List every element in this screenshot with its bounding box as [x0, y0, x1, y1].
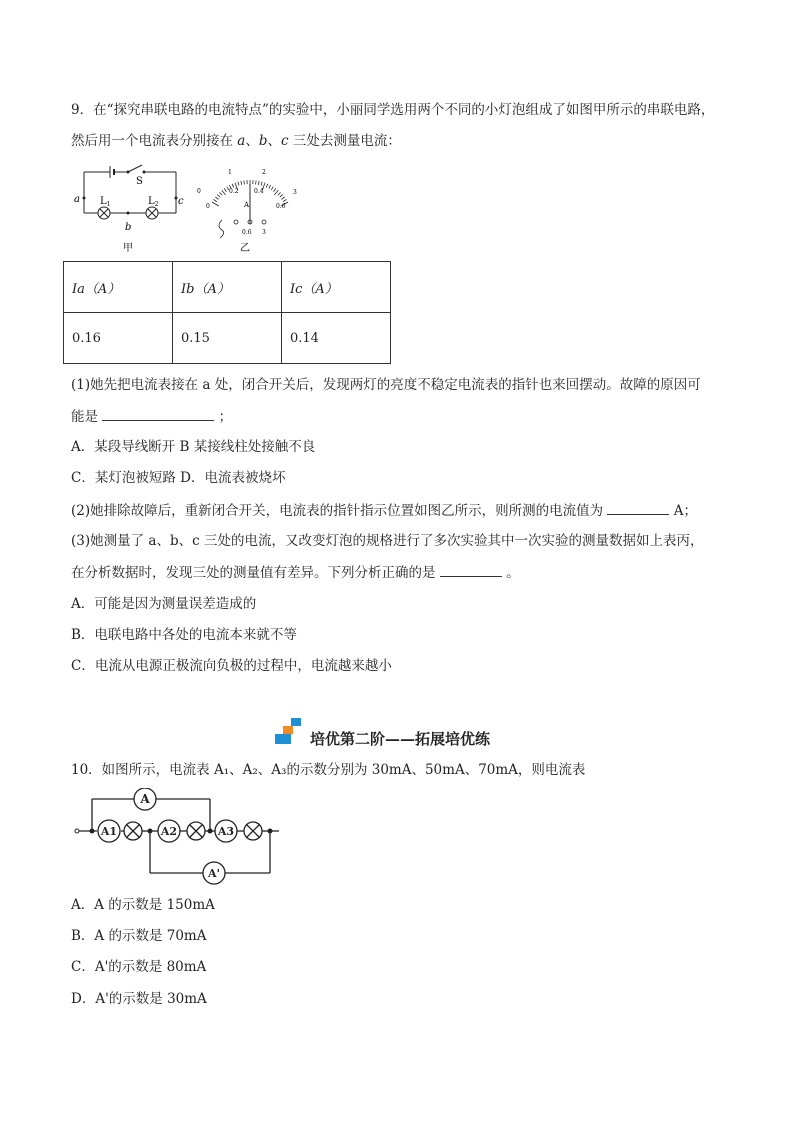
dial-tick [278, 192, 281, 195]
answer-blank-2[interactable] [607, 500, 669, 515]
ammeter-a-label: A [140, 792, 150, 806]
dial-tick [274, 190, 278, 195]
point-c-label: c [178, 196, 184, 207]
dial-tick [232, 184, 234, 188]
dial-tick [266, 184, 268, 188]
terminal-3: 3 [262, 229, 266, 236]
table-cell: 0.16 [64, 313, 173, 364]
q9-stem-line1: 9．在“探究串联电路的电流特点”的实验中，小丽同学选用两个不同的小灯泡组成了如图甲所示的串联电路， [71, 102, 715, 118]
q10-option-b: B．A 的示数是 70mA [71, 928, 207, 944]
point-a-label: a [74, 194, 80, 205]
dial-tick [280, 195, 283, 198]
figure-jia-caption: 甲 [123, 243, 133, 254]
q10-option-c: C．A'的示数是 80mA [71, 959, 207, 975]
dial-tick [256, 180, 257, 184]
q9-sub2: (2)她排除故障后，重新闭合开关，电流表的指针指示位置如图乙所示，则所测的电流值为 A； [71, 500, 697, 521]
figure-yi-caption: 乙 [240, 243, 250, 254]
q9-option-cd: C．某灯泡被短路 D．电流表被烧坏 [71, 470, 286, 486]
dial-tick [217, 195, 220, 198]
dial-top-1: 1 [228, 169, 232, 176]
table-cell: 0.14 [282, 313, 391, 364]
dial-tick [261, 182, 262, 186]
dial-tick [269, 185, 271, 189]
dial-tick [214, 199, 217, 201]
table-header-cell: Ia（A） [64, 262, 173, 313]
q9-option-ab: A．某段导线断开 B 某接线柱处接触不良 [71, 439, 316, 455]
table-header-cell: Ic（A） [282, 262, 391, 313]
circuit-diagram-jia [70, 160, 190, 255]
dial-tick [215, 197, 218, 199]
q9-stem-line2: 然后用一个电流表分别接在 a、b、c 三处去测量电流： [71, 133, 401, 149]
dial-tick [241, 181, 242, 185]
switch-label: S [136, 176, 143, 187]
section-title: 培优第二阶——拓展培优练 [310, 730, 491, 748]
answer-blank-1[interactable] [102, 406, 214, 421]
q10-option-a: A．A 的示数是 150mA [71, 897, 215, 913]
ammeter-a-prime-label: A' [208, 867, 220, 880]
lamp1-label: $L_1$ [100, 196, 111, 208]
circuit-diagram-q10 [72, 788, 287, 888]
dial-top-2: 2 [262, 169, 266, 176]
dial-tick [274, 188, 276, 191]
section-icon [274, 718, 304, 746]
dial-bottom-06: 0.6 [276, 203, 286, 210]
dial-tick [238, 182, 239, 186]
dial-top-3: 3 [293, 189, 297, 196]
dial-unit: A [244, 201, 250, 209]
q10-stem: 10．如图所示，电流表 A₁、A₂、A₃的示数分别为 30mA、50mA、70mA，则电流表 [71, 762, 586, 778]
dial-tick [282, 197, 285, 199]
table-header-cell: Ib（A） [173, 262, 282, 313]
dial-tick [271, 187, 273, 190]
q9-choice-a: A．可能是因为测量误差造成的 [71, 596, 257, 612]
ammeter-a3-label: A3 [217, 825, 235, 838]
terminal-06: 0.6 [242, 229, 252, 236]
q9-sub3-line2: 在分析数据时，发现三处的测量值有差异。下列分析正确的是 。 [71, 562, 520, 583]
table-cell: 0.15 [173, 313, 282, 364]
q9-choice-b: B．电联电路中各处的电流本来就不等 [71, 627, 297, 643]
q9-sub3-line1: (3)她测量了 a、b、c 三处的电流，又改变灯泡的规格进行了多次实验其中一次实验的测量数据如上表丙， [71, 533, 704, 549]
ammeter-a1-label: A1 [100, 825, 118, 838]
dial-tick [244, 180, 245, 184]
point-b-label: b [125, 222, 132, 233]
answer-blank-3[interactable] [440, 562, 502, 577]
dial-tick [283, 199, 286, 201]
table-header-row [64, 262, 391, 313]
table-row [64, 313, 391, 364]
lamp2-label: $L_2$ [148, 196, 159, 208]
q9-sub1-line2: 能是 ； [71, 406, 232, 427]
dial-bottom-04: 0.4 [254, 188, 264, 195]
ammeter-a2-label: A2 [160, 825, 178, 838]
q10-option-d: D．A'的示数是 30mA [71, 991, 207, 1007]
measurement-table [63, 261, 391, 364]
dial-zero-top: 0 [197, 188, 201, 195]
dial-tick [222, 190, 226, 195]
dial-tick [219, 192, 222, 195]
dial-zero-bottom: 0 [206, 203, 210, 210]
dial-tick [224, 188, 226, 191]
dial-tick [258, 181, 259, 185]
q9-choice-c: C．电流从电源正极流向负极的过程中，电流越来越小 [71, 658, 392, 674]
dial-tick [212, 202, 219, 206]
q9-sub1-line1: (1)她先把电流表接在 a 处，闭合开关后，发现两灯的亮度不稳定电流表的指针也来回摆动。故障的原因可 [71, 377, 701, 393]
ammeter-dial-yi [192, 160, 312, 255]
dial-bottom-02: 0.2 [229, 188, 239, 195]
